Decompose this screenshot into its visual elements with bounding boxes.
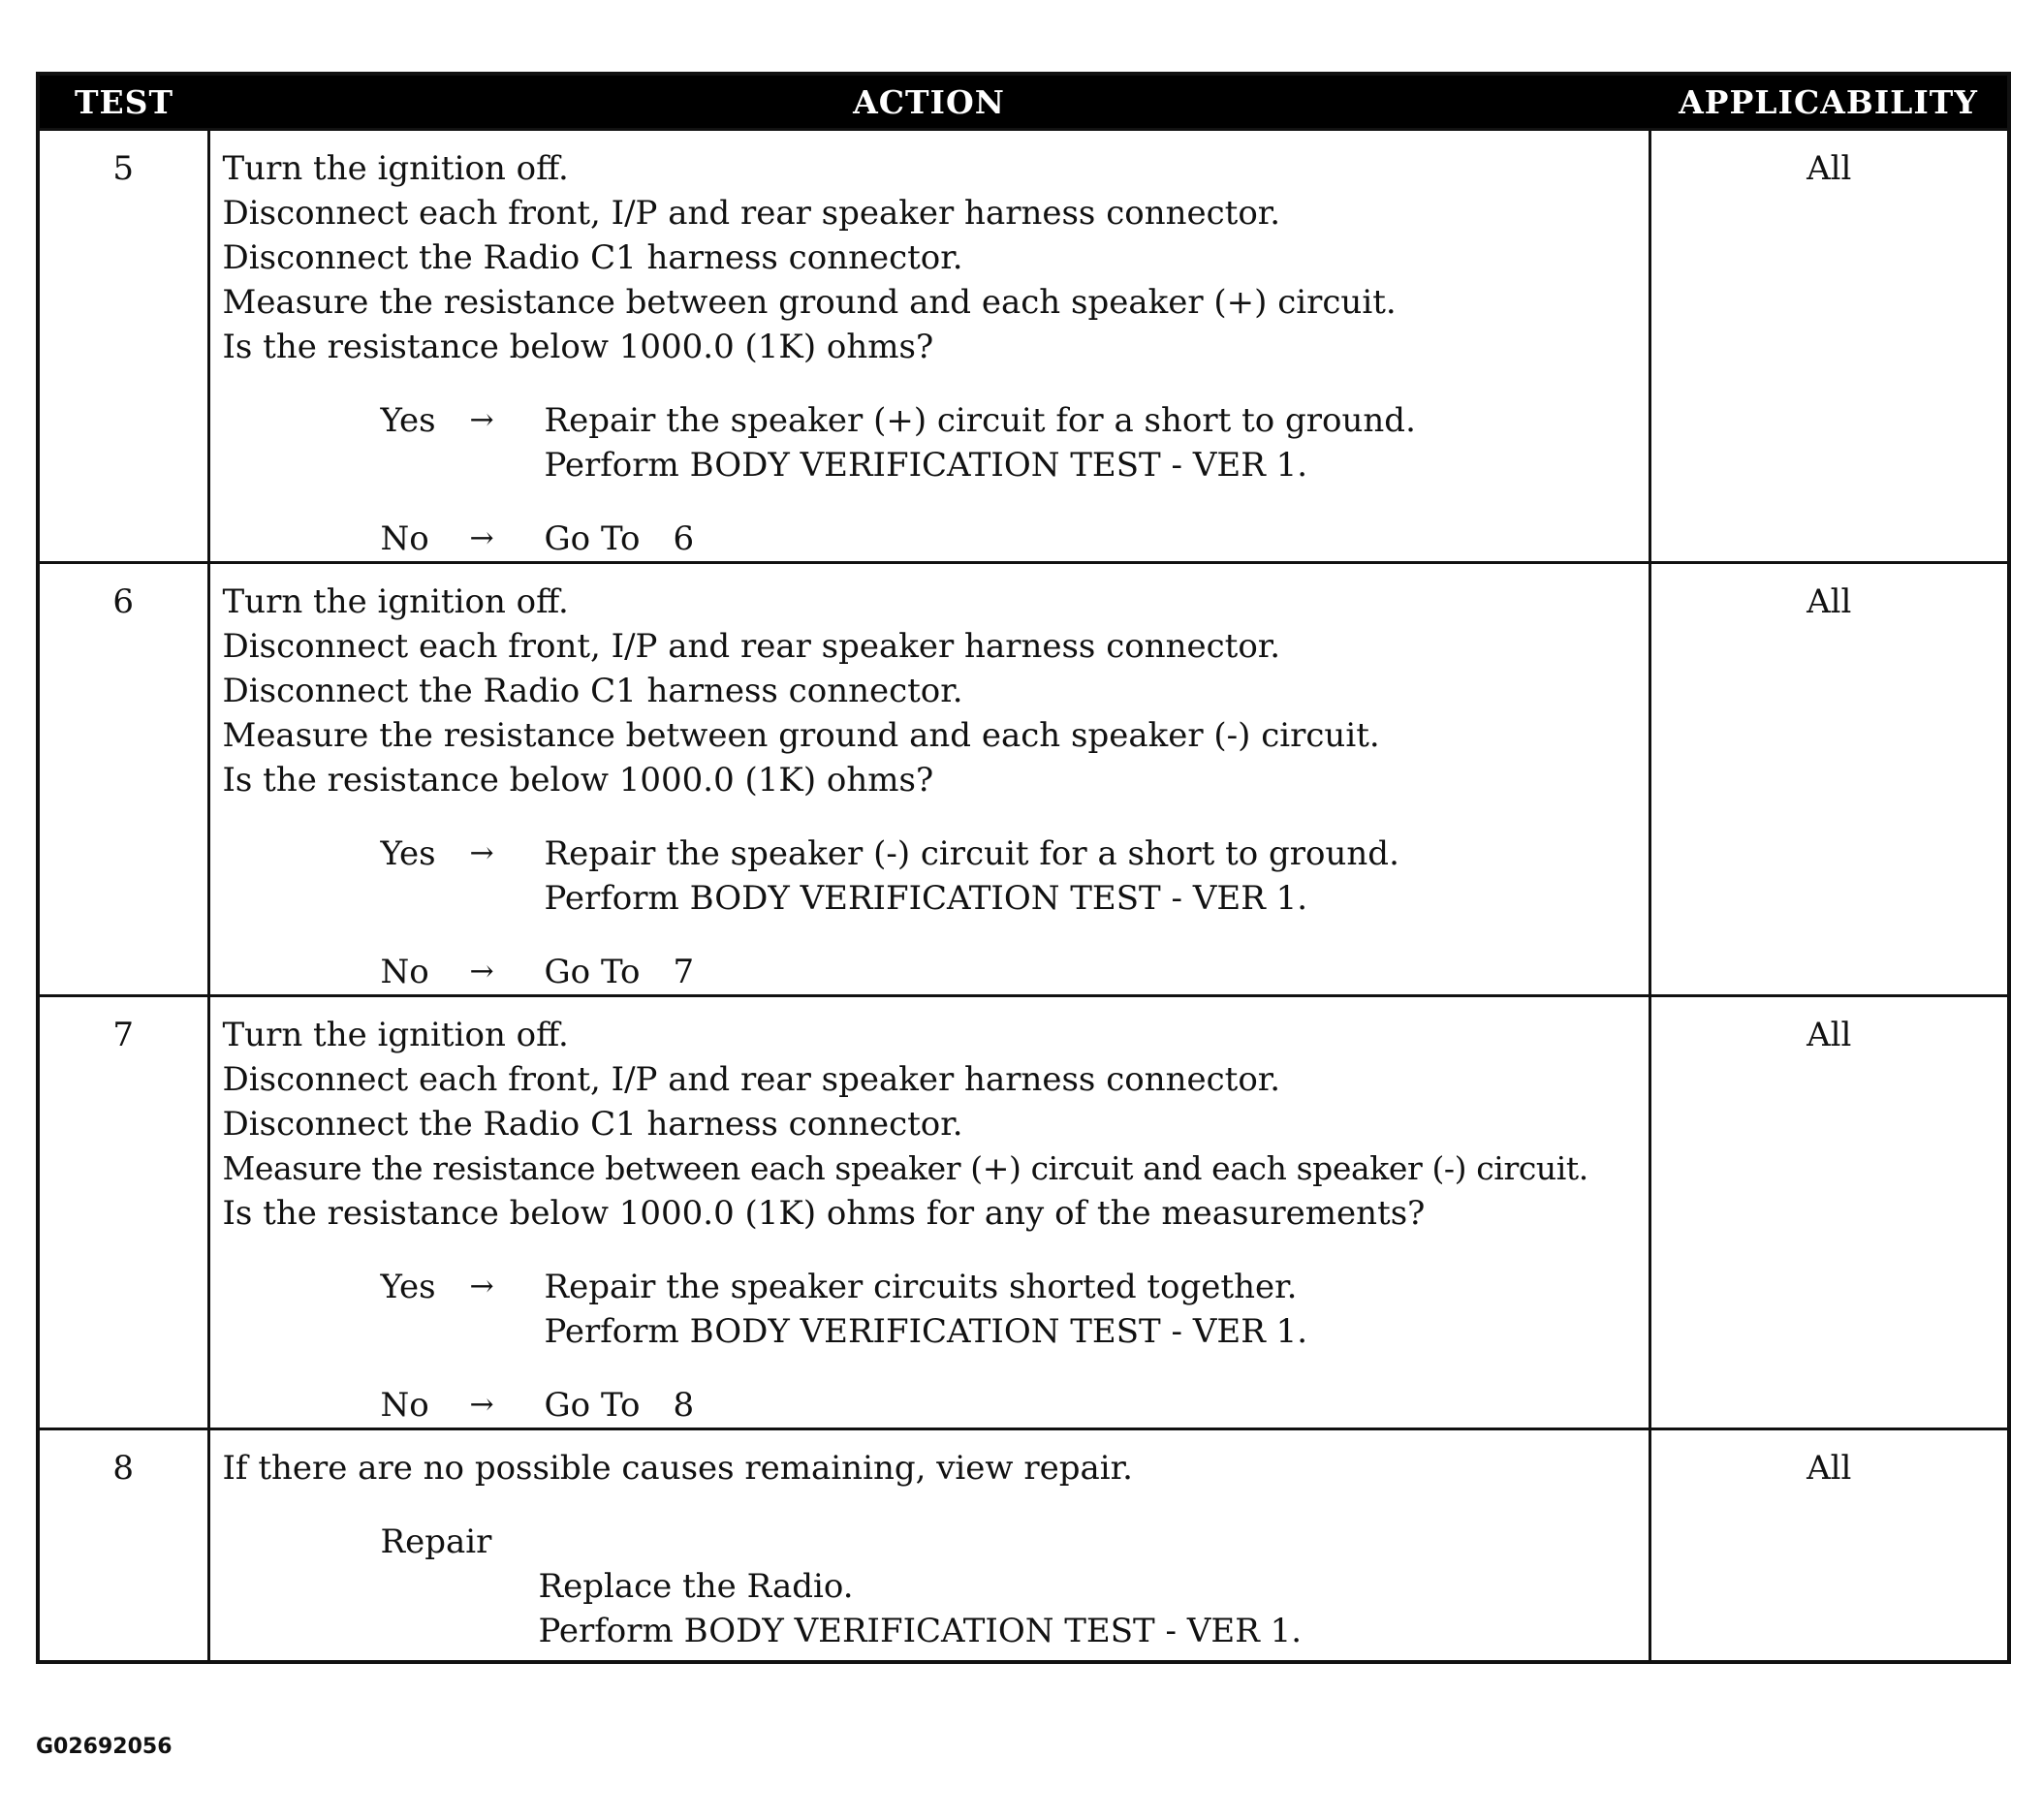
no-outcome xyxy=(381,1383,1649,1428)
yes-label: Yes xyxy=(380,1268,436,1306)
repair-step: Replace the Radio. xyxy=(538,1567,854,1606)
repair-step: Perform BODY VERIFICATION TEST - VER 1. xyxy=(538,1612,1303,1650)
repair-label: Repair xyxy=(380,1522,492,1561)
action-step: Measure the resistance between ground and each speaker (+) circuit. xyxy=(222,283,1397,322)
yes-result-line: Repair the speaker circuits shorted together. xyxy=(544,1268,1298,1306)
goto-label: Go To xyxy=(544,519,641,558)
action-step: Measure the resistance between each speaker (+) circuit and each speaker (-) circuit. xyxy=(222,1149,1588,1187)
action-step: Turn the ignition off. xyxy=(222,149,569,188)
goto-label: Go To xyxy=(544,1386,641,1425)
goto-test-link[interactable]: 8 xyxy=(673,1386,695,1425)
table-header-row xyxy=(38,74,2009,130)
action-step: Turn the ignition off. xyxy=(222,1016,569,1054)
goto-test-link[interactable]: 6 xyxy=(673,519,695,558)
action-cell xyxy=(208,1429,1649,1662)
table-row xyxy=(38,130,2009,563)
action-step: Disconnect each front, I/P and rear speaker harness connector. xyxy=(222,1060,1281,1099)
action-step: Turn the ignition off. xyxy=(222,582,569,621)
action-step: Disconnect each front, I/P and rear speaker harness connector. xyxy=(222,627,1281,666)
action-question: Is the resistance below 1000.0 (1K) ohms? xyxy=(222,328,934,366)
action-cell xyxy=(208,996,1649,1429)
table-row xyxy=(38,1429,2009,1662)
yes-result-line: Repair the speaker (+) circuit for a short to ground. xyxy=(544,401,1416,440)
no-label: No xyxy=(380,519,429,558)
no-label: No xyxy=(380,953,429,991)
goto-test-link[interactable]: 7 xyxy=(673,953,695,991)
yes-result-line: Perform BODY VERIFICATION TEST - VER 1. xyxy=(544,879,1308,918)
repair-block xyxy=(381,1520,1649,1653)
figure-id: G02692056 xyxy=(36,1735,173,1759)
no-result xyxy=(545,1383,1649,1428)
header-applicability: APPLICABILITY xyxy=(1649,74,2009,130)
applicability-cell: All xyxy=(1649,563,2009,996)
action-step: Disconnect the Radio C1 harness connector. xyxy=(222,1105,963,1144)
goto-label: Go To xyxy=(544,953,641,991)
yes-outcome xyxy=(381,398,1649,487)
action-step: Disconnect the Radio C1 harness connector. xyxy=(222,238,963,277)
yes-label: Yes xyxy=(380,401,436,440)
outcomes xyxy=(223,1265,1649,1428)
table-row xyxy=(38,996,2009,1429)
test-number: 5 xyxy=(38,130,208,563)
yes-result xyxy=(545,398,1649,487)
yes-result xyxy=(545,1265,1649,1354)
header-test: TEST xyxy=(38,74,208,130)
applicability-cell: All xyxy=(1649,996,2009,1429)
header-action: ACTION xyxy=(208,74,1649,130)
yes-result-line: Repair the speaker (-) circuit for a short to ground. xyxy=(544,834,1399,873)
yes-result-line: Perform BODY VERIFICATION TEST - VER 1. xyxy=(544,446,1308,485)
applicability-cell: All xyxy=(1649,1429,2009,1662)
arrow-right-icon: → xyxy=(469,1388,494,1422)
no-label: No xyxy=(380,1386,429,1425)
no-outcome xyxy=(381,950,1649,994)
arrow-right-icon: → xyxy=(469,403,494,437)
arrow-right-icon: → xyxy=(469,1270,494,1303)
repair-steps xyxy=(539,1564,1649,1653)
arrow-right-icon: → xyxy=(469,521,494,555)
no-result xyxy=(545,517,1649,561)
test-number: 6 xyxy=(38,563,208,996)
applicability-cell: All xyxy=(1649,130,2009,563)
no-outcome xyxy=(381,517,1649,561)
action-step: Disconnect each front, I/P and rear speaker harness connector. xyxy=(222,194,1281,233)
test-number: 8 xyxy=(38,1429,208,1662)
arrow-right-icon: → xyxy=(469,836,494,870)
yes-label: Yes xyxy=(380,834,436,873)
yes-result xyxy=(545,832,1649,921)
yes-outcome xyxy=(381,1265,1649,1354)
yes-result-line: Perform BODY VERIFICATION TEST - VER 1. xyxy=(544,1312,1308,1351)
yes-outcome xyxy=(381,832,1649,921)
table-row xyxy=(38,563,2009,996)
test-number: 7 xyxy=(38,996,208,1429)
action-step: If there are no possible causes remaining, view repair. xyxy=(222,1449,1133,1488)
arrow-right-icon: → xyxy=(469,955,494,988)
action-cell xyxy=(208,130,1649,563)
outcomes xyxy=(223,832,1649,994)
action-question: Is the resistance below 1000.0 (1K) ohms? xyxy=(222,761,934,800)
no-result xyxy=(545,950,1649,994)
diagnostic-test-table xyxy=(36,72,2011,1664)
outcomes xyxy=(223,398,1649,561)
action-step: Disconnect the Radio C1 harness connector. xyxy=(222,672,963,710)
action-step: Measure the resistance between ground and each speaker (-) circuit. xyxy=(222,716,1380,755)
action-question: Is the resistance below 1000.0 (1K) ohms for any of the measurements? xyxy=(222,1194,1426,1233)
action-cell xyxy=(208,563,1649,996)
